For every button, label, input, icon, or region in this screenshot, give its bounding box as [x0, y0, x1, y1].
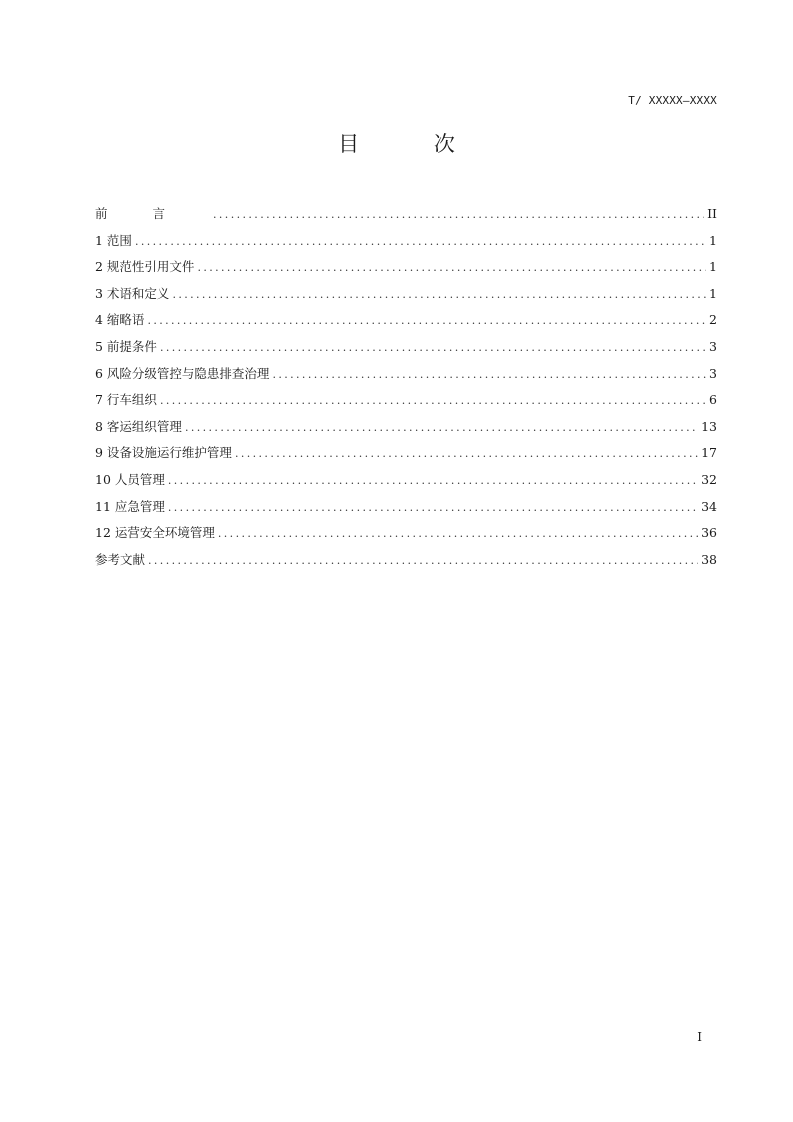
- toc-entry-page: 17: [701, 445, 717, 461]
- toc-entry-label: 12 运营安全环境管理: [95, 525, 215, 541]
- toc-entry-label: 5 前提条件: [95, 338, 157, 354]
- toc-dot-leader: [218, 521, 698, 548]
- toc-entry-page: 1: [709, 259, 717, 275]
- toc-entry-label: 7 行车组织: [95, 392, 157, 408]
- toc-entry-page: 2: [709, 312, 717, 328]
- toc-entry-preconditions[interactable]: [95, 334, 717, 361]
- toc-entry-safety-environment[interactable]: [95, 520, 717, 547]
- toc-dot-leader: [213, 202, 704, 229]
- toc-dot-leader: [135, 229, 706, 256]
- toc-dot-leader: [185, 415, 698, 442]
- toc-dot-leader: [160, 335, 706, 362]
- toc-entry-page: 1: [709, 285, 717, 301]
- toc-entry-page: 3: [709, 338, 717, 354]
- toc-entry-page: 6: [709, 392, 717, 408]
- toc-entry-label: 1 范围: [95, 232, 132, 248]
- toc-dot-leader: [160, 388, 706, 415]
- toc-entry-abbreviations[interactable]: [95, 307, 717, 334]
- toc-entry-label: 4 缩略语: [95, 312, 145, 328]
- toc-entry-label: 10 人员管理: [95, 471, 165, 487]
- toc-entry-label: 6 风险分级管控与隐患排查治理: [95, 365, 270, 381]
- toc-entry-emergency-management[interactable]: [95, 494, 717, 521]
- toc-entry-page: 1: [709, 232, 717, 248]
- toc-entry-scope[interactable]: [95, 228, 717, 255]
- toc-entry-page: 3: [709, 365, 717, 381]
- toc-entry-risk-control[interactable]: [95, 361, 717, 388]
- toc-entry-personnel-management[interactable]: [95, 467, 717, 494]
- toc-entry-terms-definitions[interactable]: [95, 281, 717, 308]
- toc-entry-label: 8 客运组织管理: [95, 418, 182, 434]
- toc-dot-leader: [148, 548, 698, 575]
- toc-entry-bibliography[interactable]: [95, 547, 717, 574]
- toc-dot-leader: [235, 441, 698, 468]
- toc-entry-page: 13: [701, 418, 717, 434]
- toc-entry-label: 11 应急管理: [95, 498, 165, 514]
- toc-entry-page: 32: [701, 471, 717, 487]
- toc-entry-page: 36: [701, 525, 717, 541]
- toc-entry-equipment-maintenance[interactable]: [95, 440, 717, 467]
- toc-dot-leader: [172, 282, 706, 309]
- toc-dot-leader: [168, 468, 698, 495]
- toc-entry-page: II: [707, 206, 717, 221]
- toc-entry-label: 参考文献: [95, 551, 146, 567]
- toc-entry-foreword[interactable]: [95, 201, 717, 228]
- toc-entry-label: 3 术语和定义: [95, 285, 170, 301]
- toc-entry-normative-references[interactable]: [95, 254, 717, 281]
- toc-dot-leader: [147, 308, 706, 335]
- toc-entry-label: 9 设备设施运行维护管理: [95, 445, 232, 461]
- document-code: T/ XXXXX—XXXX: [628, 94, 717, 107]
- page-number: I: [697, 1030, 702, 1044]
- toc-dot-leader: [168, 495, 698, 522]
- toc-entry-page: 34: [701, 498, 717, 514]
- toc-entry-label: 前言: [95, 206, 211, 221]
- toc-dot-leader: [272, 362, 706, 389]
- toc-entry-passenger-management[interactable]: [95, 414, 717, 441]
- toc-entry-label: 2 规范性引用文件: [95, 259, 195, 275]
- toc-entry-train-operation[interactable]: [95, 387, 717, 414]
- toc-title: 目 次: [338, 132, 489, 156]
- toc-entry-page: 38: [701, 551, 717, 567]
- table-of-contents: [95, 201, 717, 573]
- toc-dot-leader: [197, 255, 706, 282]
